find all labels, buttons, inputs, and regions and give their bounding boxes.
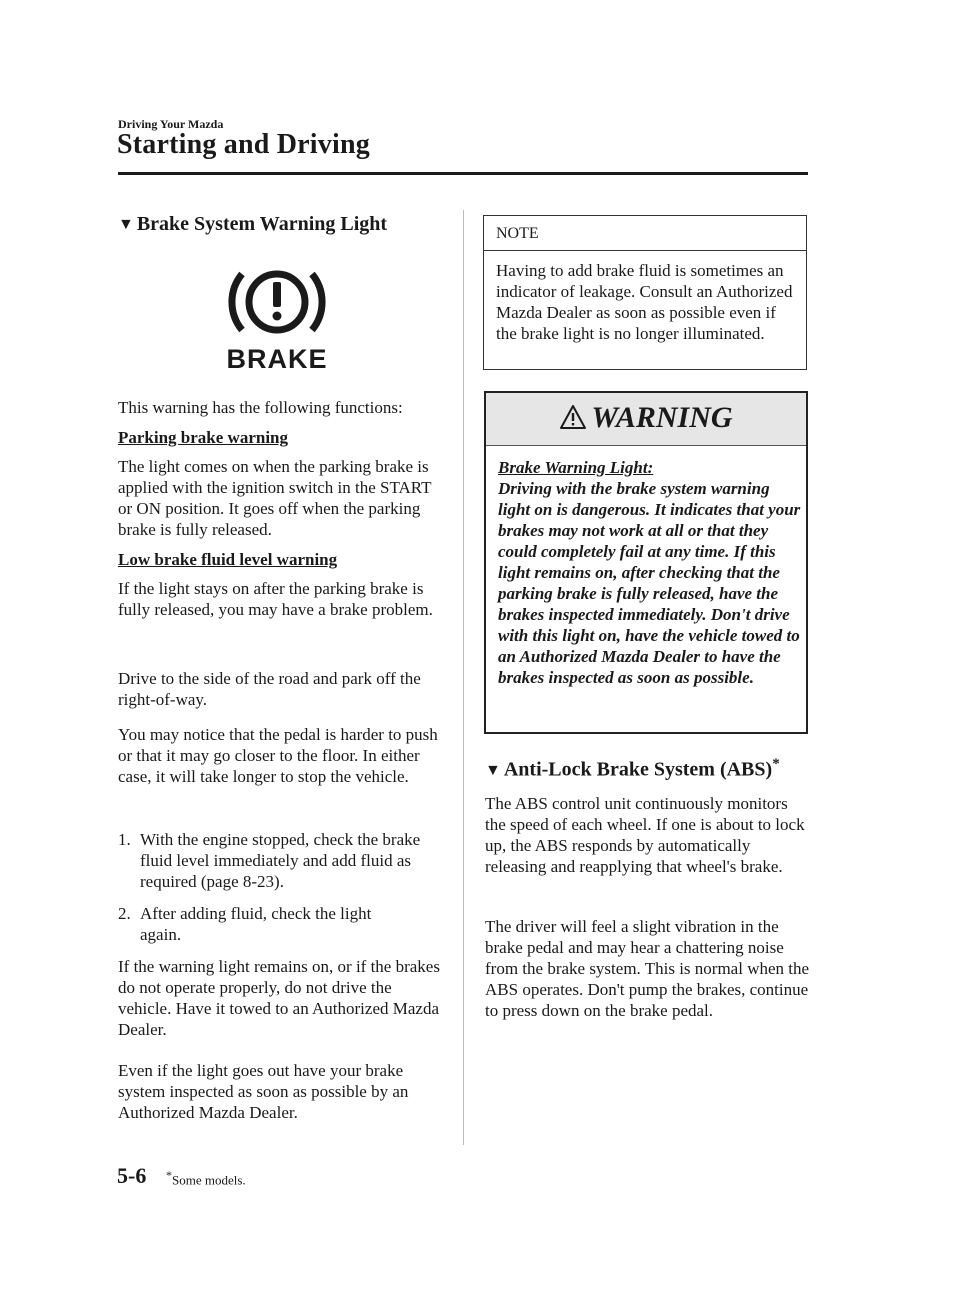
note-text: Having to add brake fluid is sometimes an indicator of leakage. Consult an Authorized Mazda Dealer as soon as possible even if the brake light is no longer illuminated. xyxy=(496,261,793,343)
abs-heading: ▼ Anti-Lock Brake System (ABS)* xyxy=(485,756,780,781)
warning-text: Driving with the brake system warning light on is dangerous. It indicates that your brakes may not work at all or that they could completely fail at any time. If this light remains on, after checking that the parking brake is fully released, have the brakes inspected immediately. Don't drive with this light on, have the vehicle towed to an Authorized Mazda Dealer to have the brakes inspected as soon as possible. xyxy=(498,479,801,687)
section-triangle-icon: ▼ xyxy=(118,216,134,233)
abs-description: The ABS control unit continuously monitors the speed of each wheel. If one is about to lock up, the ABS responds by automatically releasing and reapplying that wheel's brake. xyxy=(485,794,805,876)
intro-text: This warning has the following functions: xyxy=(118,398,403,417)
parking-brake-subheading: Parking brake warning xyxy=(118,428,289,447)
warning-title: WARNING xyxy=(591,401,733,434)
section-label: Driving Your Mazda xyxy=(118,117,224,131)
parking-brake-text: The light comes on when the parking brake is applied with the ignition switch in the START or ON position. It goes off when the parking brake is fully released. xyxy=(118,457,432,539)
column-divider xyxy=(463,210,464,1145)
pedal-text: You may notice that the pedal is harder to push or that it may go closer to the floor. In either case, it will take longer to stop the vehicle. xyxy=(118,725,438,786)
note-header xyxy=(484,216,806,251)
list-item: 2. After adding fluid, check the light again. xyxy=(118,904,372,944)
remains-on-text: If the warning light remains on, or if the brakes do not operate properly, do not drive the vehicle. Have it towed to an Authorized Mazda Dealer. xyxy=(118,957,440,1039)
brake-warning-icon xyxy=(222,260,332,372)
abs-vibration-text: The driver will feel a slight vibration in the brake pedal and may hear a chattering noise from the brake system. This is normal when the ABS operates. Don't pump the brakes, continue to press down on the brake pedal. xyxy=(485,917,810,1020)
warning-body xyxy=(498,457,802,688)
brake-icon-label: BRAKE xyxy=(226,344,328,374)
note-box xyxy=(483,215,807,370)
warning-header xyxy=(486,393,806,446)
note-label: NOTE xyxy=(496,225,539,242)
warning-triangle-icon xyxy=(559,404,587,430)
footnote: *Some models. xyxy=(166,1168,246,1188)
some-models-star: * xyxy=(772,756,780,772)
list-item: 1. With the engine stopped, check the brake fluid level immediately and add fluid as required (page 8-23). xyxy=(118,830,421,891)
page-number: 5-6 xyxy=(117,1163,147,1188)
footnote-star: * xyxy=(166,1168,172,1182)
chapter-title: Starting and Driving xyxy=(117,129,370,160)
inspect-text: Even if the light goes out have your brake system inspected as soon as possible by an Authorized Mazda Dealer. xyxy=(118,1061,409,1122)
drive-side-text: Drive to the side of the road and park off the right-of-way. xyxy=(118,669,421,709)
low-fluid-text: If the light stays on after the parking brake is fully released, you may have a brake problem. xyxy=(118,579,433,619)
warning-subheading: Brake Warning Light: xyxy=(498,458,654,477)
section-triangle-icon: ▼ xyxy=(485,761,501,779)
header-rule xyxy=(118,172,808,175)
low-fluid-subheading: Low brake fluid level warning xyxy=(118,550,338,569)
brake-warning-heading: ▼ Brake System Warning Light xyxy=(118,213,388,235)
warning-box xyxy=(484,391,808,734)
